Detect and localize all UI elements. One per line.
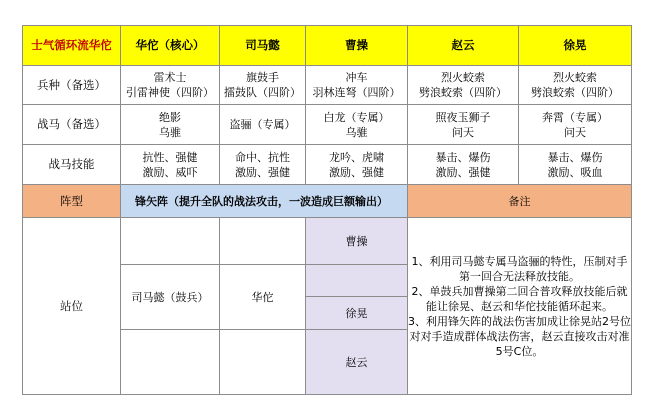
position-slot-zhaoyun: 赵云 (306, 330, 408, 395)
troop-type-row (23, 66, 632, 105)
troop-cell: 雷术士 引雷神使（四阶） (121, 66, 220, 105)
header-row (23, 26, 632, 66)
remarks-notes (408, 218, 632, 395)
position-slot-empty (121, 330, 220, 395)
position-slot-simayi: 司马懿（鼓兵） (121, 265, 220, 330)
warhorse-label: 战马（备选） (23, 105, 121, 145)
troop-cell: 旗鼓手 擂鼓队（四阶） (220, 66, 306, 105)
warhorse-cell: 白龙（专属） 乌骓 (306, 105, 408, 145)
general-zhaoyun: 赵云 (408, 26, 519, 66)
troop-cell: 冲车 羽林连弩（四阶） (306, 66, 408, 105)
general-xuhuang: 徐晃 (519, 26, 632, 66)
position-row-1 (23, 218, 632, 265)
horse-skill-cell: 龙吟、虎啸 激励、强健 (306, 145, 408, 185)
position-slot-empty (121, 218, 220, 265)
horse-skill-label: 战马技能 (23, 145, 121, 185)
warhorse-cell: 奔霄（专属） 问天 (519, 105, 632, 145)
note-item: 1、利用司马懿专属马盗骊的特性，压制对手第一回合无法释放技能。 (411, 254, 628, 283)
horse-skill-cell: 命中、抗性 激励、强健 (220, 145, 306, 185)
troop-cell: 烈火蛟索 劈浪蛟索（四阶） (519, 66, 632, 105)
lineup-table (22, 25, 632, 395)
warhorse-cell: 绝影 乌骓 (121, 105, 220, 145)
position-slot-caocao: 曹操 (306, 218, 408, 265)
formation-name: 锋矢阵（提升全队的战法攻击，一波造成巨额输出） (121, 185, 408, 218)
warhorse-cell: 盗骊（专属） (220, 105, 306, 145)
general-caocao: 曹操 (306, 26, 408, 66)
horse-skill-row (23, 145, 632, 185)
formation-row (23, 185, 632, 218)
position-slot-xuhuang: 徐晃 (306, 297, 408, 330)
position-slot-huatuo: 华佗 (220, 265, 306, 330)
warhorse-row (23, 105, 632, 145)
note-item: 3、利用锋矢阵的战法伤害加成让徐晃站2号位对对手造成群体战法伤害，赵云直接攻击对准5号C位。 (408, 314, 631, 358)
position-slot-empty (220, 330, 306, 395)
formation-label: 阵型 (23, 185, 121, 218)
position-slot-empty (220, 218, 306, 265)
corner-title: 士气循环流华佗 (23, 26, 121, 66)
horse-skill-cell: 抗性、强健 激励、威吓 (121, 145, 220, 185)
note-item: 2、单鼓兵加曹操第二回合普攻释放技能后就能让徐晃、赵云和华佗技能循环起来。 (411, 284, 628, 313)
position-label: 站位 (23, 218, 121, 395)
troop-type-label: 兵种（备选） (23, 66, 121, 105)
horse-skill-cell: 暴击、爆伤 激励、吸血 (519, 145, 632, 185)
warhorse-cell: 照夜玉狮子 问天 (408, 105, 519, 145)
remarks-label: 备注 (408, 185, 632, 218)
position-slot-empty (306, 265, 408, 297)
horse-skill-cell: 暴击、爆伤 激励、强健 (408, 145, 519, 185)
general-huatuo: 华佗（核心） (121, 26, 220, 66)
general-simayi: 司马懿 (220, 26, 306, 66)
troop-cell: 烈火蛟索 劈浪蛟索（四阶） (408, 66, 519, 105)
